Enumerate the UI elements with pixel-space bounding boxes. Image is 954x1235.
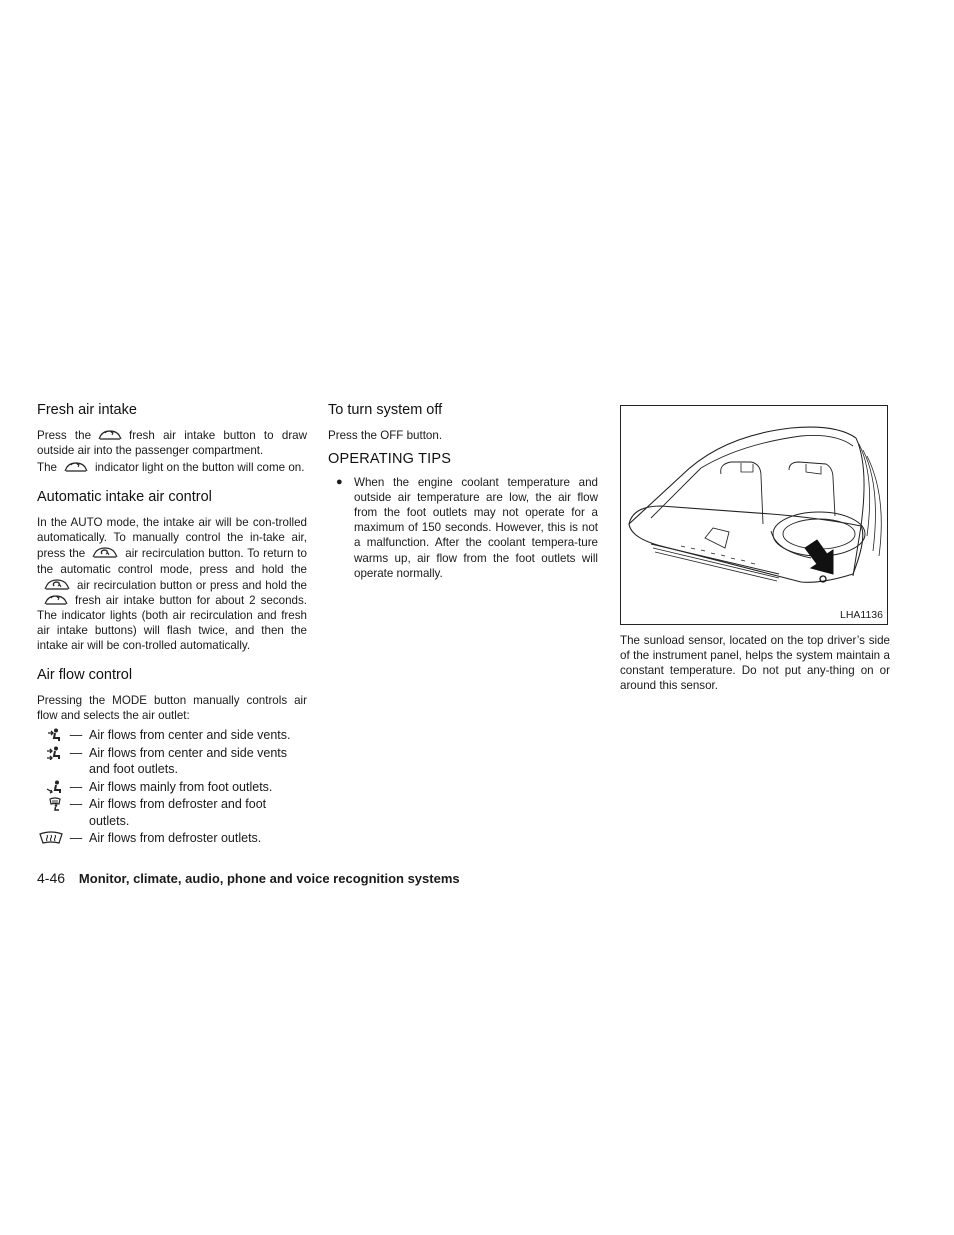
- page-footer: [37, 870, 460, 886]
- air-flow-text: Air flows from defroster and foot outlets.: [89, 797, 267, 828]
- operating-tips-heading: OPERATING TIPS: [328, 451, 452, 468]
- auto-intake-text-2: air recirculation button. To return to the automatic control mode, press and hold the: [37, 547, 307, 576]
- dashboard-illustration: [621, 406, 889, 626]
- list-item: [37, 745, 307, 778]
- air-flow-mode-list: [37, 727, 307, 847]
- dash: —: [69, 831, 83, 846]
- recirculation-icon: [91, 545, 119, 560]
- dash: —: [69, 728, 83, 743]
- figure-code: LHA1136: [839, 609, 883, 621]
- auto-intake-paragraph: [37, 515, 307, 653]
- sunload-sensor-figure: [620, 405, 888, 625]
- chapter-title: Monitor, climate, audio, phone and voice recognition systems: [78, 871, 460, 886]
- right-column: [620, 405, 890, 693]
- auto-intake-text-3: air recirculation button or press and hold the: [77, 578, 307, 592]
- auto-intake-text-1: In the AUTO mode, the intake air will be con-trolled automatically. To manually control the in-take air, press the: [37, 516, 307, 561]
- turn-off-heading: To turn system off: [328, 402, 443, 418]
- air-flow-text: Air flows from center and side vents.: [89, 728, 291, 743]
- air-flow-heading: Air flow control: [37, 667, 133, 684]
- vent-mode-icon: [37, 727, 63, 742]
- defrost-foot-mode-icon: [37, 796, 63, 812]
- bullet: ●: [336, 476, 343, 489]
- list-item: [37, 727, 307, 744]
- bi-level-mode-icon: [37, 745, 63, 760]
- air-flow-intro: Pressing the MODE button manually controls air flow and selects the air outlet:: [37, 694, 307, 723]
- auto-intake-text-4: fresh air intake button for about 2 seconds. The indicator lights (both air recirculation and fresh air intake buttons) will flash twice, and then the intake air will be con-trolled automatically.: [37, 593, 307, 653]
- list-item: [328, 475, 598, 581]
- operating-tips-list: [328, 475, 598, 581]
- list-item: [37, 796, 307, 829]
- foot-mode-icon: [37, 779, 63, 794]
- operating-tip-text: When the engine coolant temperature and outside air temperature are low, the air flow from the foot outlets may not operate for a maximum of 150 seconds. However, this is not a malfunction. After the coolant tempera-ture warms up, air flow from the foot outlets will operate normally.: [354, 476, 598, 580]
- air-flow-text: Air flows mainly from foot outlets.: [89, 779, 273, 794]
- fresh-air-heading: Fresh air intake: [37, 402, 137, 418]
- dash: —: [69, 745, 83, 760]
- middle-column: [328, 400, 598, 581]
- page-number: 4-46: [37, 870, 66, 886]
- fresh-air-text-a: Press the: [37, 429, 92, 442]
- auto-intake-heading: Automatic intake air control: [37, 489, 212, 506]
- air-flow-text: Air flows from center and side vents and foot outlets.: [89, 745, 287, 777]
- fresh-air-text-c: The: [37, 461, 57, 475]
- sunload-sensor-caption: The sunload sensor, located on the top driver’s side of the instrument panel, helps the system maintain a constant temperature. Do not put any-thing on or around this sensor.: [620, 634, 890, 693]
- recirculation-icon: [43, 577, 71, 592]
- fresh-air-text-b: fresh air intake button to draw outside air into the passenger compartment.: [37, 429, 307, 458]
- list-item: [37, 779, 307, 796]
- defrost-mode-icon: [37, 830, 63, 845]
- dash: —: [69, 779, 83, 794]
- air-flow-text: Air flows from defroster outlets.: [89, 831, 262, 846]
- fresh-air-icon: [43, 593, 69, 607]
- fresh-air-paragraph-2: [37, 460, 307, 475]
- fresh-air-icon: [97, 428, 123, 442]
- fresh-air-icon: [63, 460, 89, 474]
- left-column: [37, 400, 307, 848]
- dash: —: [69, 797, 83, 812]
- fresh-air-paragraph-1: [37, 428, 307, 458]
- list-item: [37, 830, 307, 847]
- fresh-air-text-d: indicator light on the button will come on.: [94, 461, 305, 475]
- turn-off-text: Press the OFF button.: [328, 429, 443, 442]
